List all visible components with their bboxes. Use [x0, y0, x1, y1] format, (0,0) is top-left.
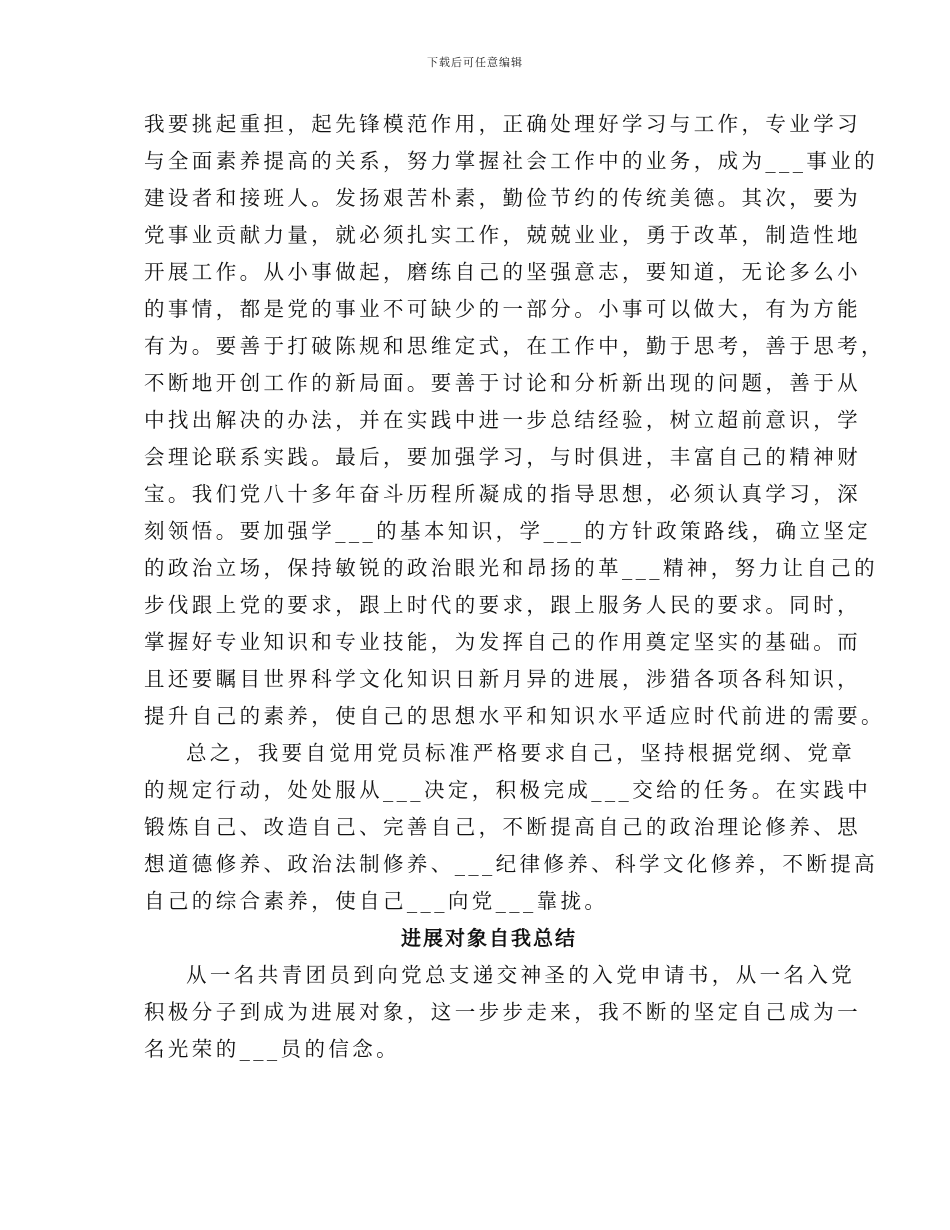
- text-line: 名光荣的___员的信念。: [144, 1037, 401, 1061]
- text-line: 不断地开创工作的新局面。要善于讨论和分析新出现的问题，善于从: [144, 371, 861, 395]
- text-line: 有为。要善于打破陈规和思维定式，在工作中，勤于思考，善于思考，: [144, 334, 885, 358]
- page-header: 下载后可任意编辑: [427, 56, 523, 69]
- text-line: 宝。我们党八十多年奋斗历程所凝成的指导思想，必须认真学习，深: [144, 482, 861, 506]
- text-line: 与全面素养提高的关系，努力掌握社会工作中的业务，成为___事业的: [144, 149, 879, 173]
- section-title: 进展对象自我总结: [401, 926, 577, 950]
- document-body: [144, 106, 885, 1068]
- text-line: 自己的综合素养，使自己___向党___靠拢。: [144, 889, 609, 913]
- text-line: 中找出解决的办法，并在实践中进一步总结经验，树立超前意识，学: [144, 408, 861, 432]
- text-line: 的规定行动，处处服从___决定，积极完成___交给的任务。在实践中: [144, 778, 872, 802]
- text-line: 从一名共青团员到向党总支递交神圣的入党申请书，从一名入党: [186, 963, 856, 987]
- paragraph-2: [144, 735, 879, 920]
- paragraph-1: [144, 106, 885, 735]
- text-line: 锻炼自己、改造自己、完善自己，不断提高自己的政治理论修养、思: [144, 815, 861, 839]
- text-line: 想道德修养、政治法制修养、___纪律修养、科学文化修养，不断提高: [144, 852, 879, 876]
- text-line: 积极分子到成为进展对象，这一步步走来，我不断的坚定自己成为一: [144, 1000, 861, 1024]
- text-line: 建设者和接班人。发扬艰苦朴素，勤俭节约的传统美德。其次，要为: [144, 186, 861, 210]
- text-line: 刻领悟。要加强学___的基本知识，学___的方针政策路线，确立坚定: [144, 519, 872, 543]
- text-line: 会理论联系实践。最后，要加强学习，与时俱进，丰富自己的精神财: [144, 445, 861, 469]
- text-line: 步伐跟上党的要求，跟上时代的要求，跟上服务人民的要求。同时，: [144, 593, 861, 617]
- text-line: 且还要瞩目世界科学文化知识日新月异的进展，涉猎各项各科知识，: [144, 667, 861, 691]
- text-line: 党事业贡献力量，就必须扎实工作，兢兢业业，勇于改革，制造性地: [144, 223, 861, 247]
- paragraph-3: [144, 957, 861, 1068]
- text-line: 提升自己的素养，使自己的思想水平和知识水平适应时代前进的需要。: [144, 704, 885, 728]
- text-line: 掌握好专业知识和专业技能，为发挥自己的作用奠定坚实的基础。而: [144, 630, 861, 654]
- text-line: 的事情，都是党的事业不可缺少的一部分。小事可以做大，有为方能: [144, 297, 861, 321]
- text-line: 开展工作。从小事做起，磨练自己的坚强意志，要知道，无论多么小: [144, 260, 861, 284]
- text-line: 总之，我要自觉用党员标准严格要求自己，坚持根据党纲、党章: [186, 741, 856, 765]
- text-line: 的政治立场，保持敏锐的政治眼光和昂扬的革___精神，努力让自己的: [144, 556, 879, 580]
- text-line: 我要挑起重担，起先锋模范作用，正确处理好学习与工作，专业学习: [144, 112, 861, 136]
